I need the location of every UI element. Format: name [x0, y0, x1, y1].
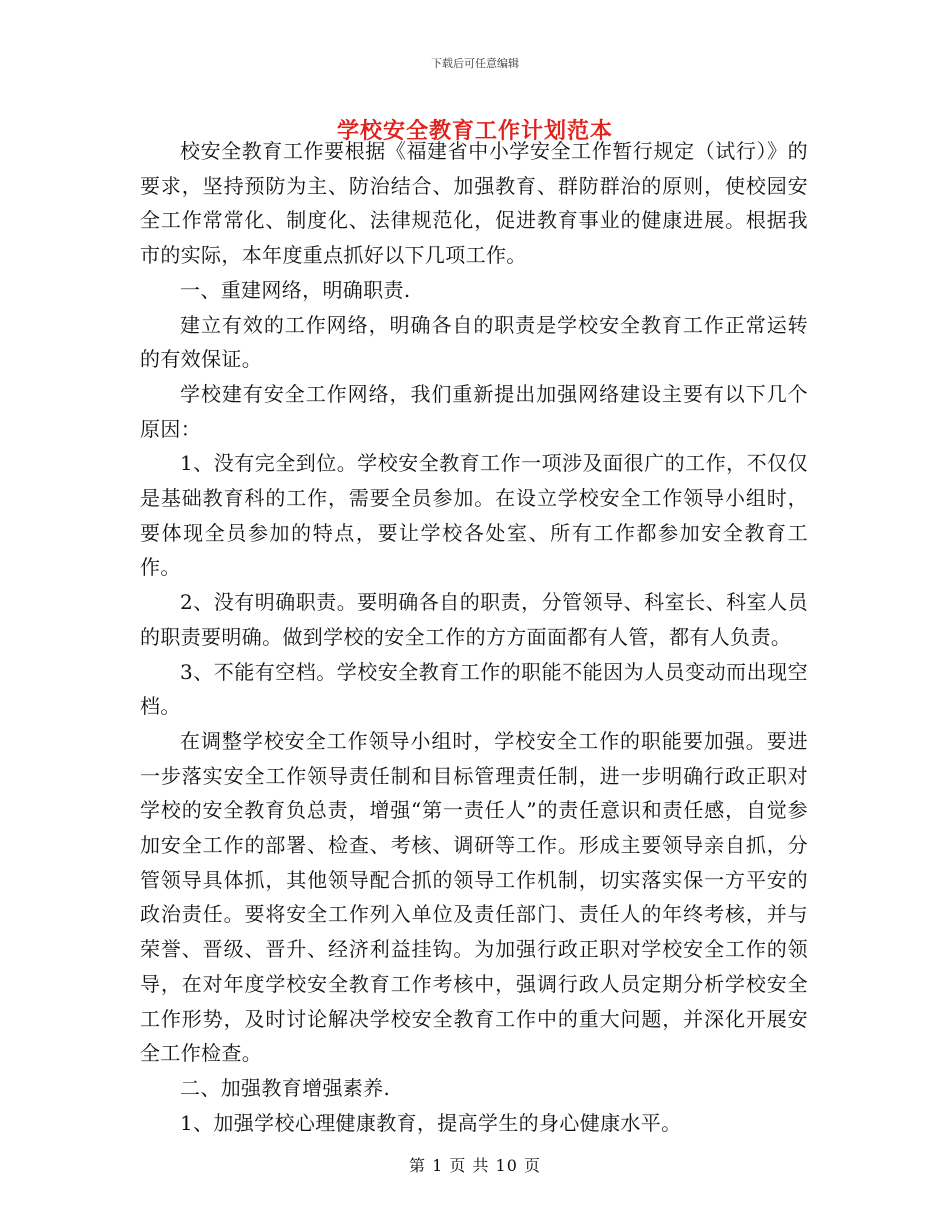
- list-item-1: 1、没有完全到位。学校安全教育工作一项涉及面很广的工作，不仅仅是基础教育科的工作，需要全员参加。在设立学校安全工作领导小组时，要体现全员参加的特点，要让学校各处室、所有工作都参加安全教育工作。: [140, 451, 808, 580]
- section-heading-2: 二、加强教育增强素养.: [180, 1075, 391, 1100]
- list-item-3: 3、不能有空档。学校安全教育工作的职能不能因为人员变动而出现空档。: [140, 659, 808, 719]
- page-footer: 第 1 页 共 10 页: [409, 1156, 541, 1175]
- list-item-2: 2、没有明确职责。要明确各自的职责，分管领导、科室长、科室人员的职责要明确。做到学校的安全工作的方方面面都有人管，都有人负责。: [140, 590, 808, 649]
- section-heading-1: 一、重建网络，明确职责.: [180, 277, 411, 302]
- list-item-1: 1、加强学校心理健康教育，提高学生的身心健康水平。: [180, 1110, 682, 1135]
- document-title: 学校安全教育工作计划范本: [336, 118, 613, 144]
- paragraph: 学校建有安全工作网络，我们重新提出加强网络建设主要有以下几个原因：: [140, 381, 808, 441]
- paragraph: 在调整学校安全工作领导小组时，学校安全工作的职能要加强。要进一步落实安全工作领导责任制和目标管理责任制，进一步明确行政正职对学校的安全教育负总责，增强“第一责任人”的责任意识和责任感，自觉参加安全工作的部署、检查、考核、调研等工作。形成主要领导亲自抓，分管领导具体抓，其他领导配合抓的领导工作机制，切实落实保一方平安的政治责任。要将安全工作列入单位及责任部门、责任人的年终考核，并与荣誉、晋级、晋升、经济利益挂钩。为加强行政正职对学校安全工作的领导，在对年度学校安全教育工作考核中，强调行政人员定期分析学校安全工作形势，及时讨论解决学校安全教育工作中的重大问题，并深化开展安全工作检查。: [140, 728, 808, 1066]
- document-body: [140, 134, 808, 1140]
- header-note: 下载后可任意编辑: [431, 57, 519, 70]
- paragraph: 建立有效的工作网络，明确各自的职责是学校安全教育工作正常运转的有效保证。: [140, 312, 808, 372]
- paragraph-intro: 校安全教育工作要根据《福建省中小学安全工作暂行规定（试行）》的要求，坚持预防为主、防治结合、加强教育、群防群治的原则，使校园安全工作常常化、制度化、法律规范化，促进教育事业的健康进展。根据我市的实际，本年度重点抓好以下几项工作。: [140, 139, 808, 268]
